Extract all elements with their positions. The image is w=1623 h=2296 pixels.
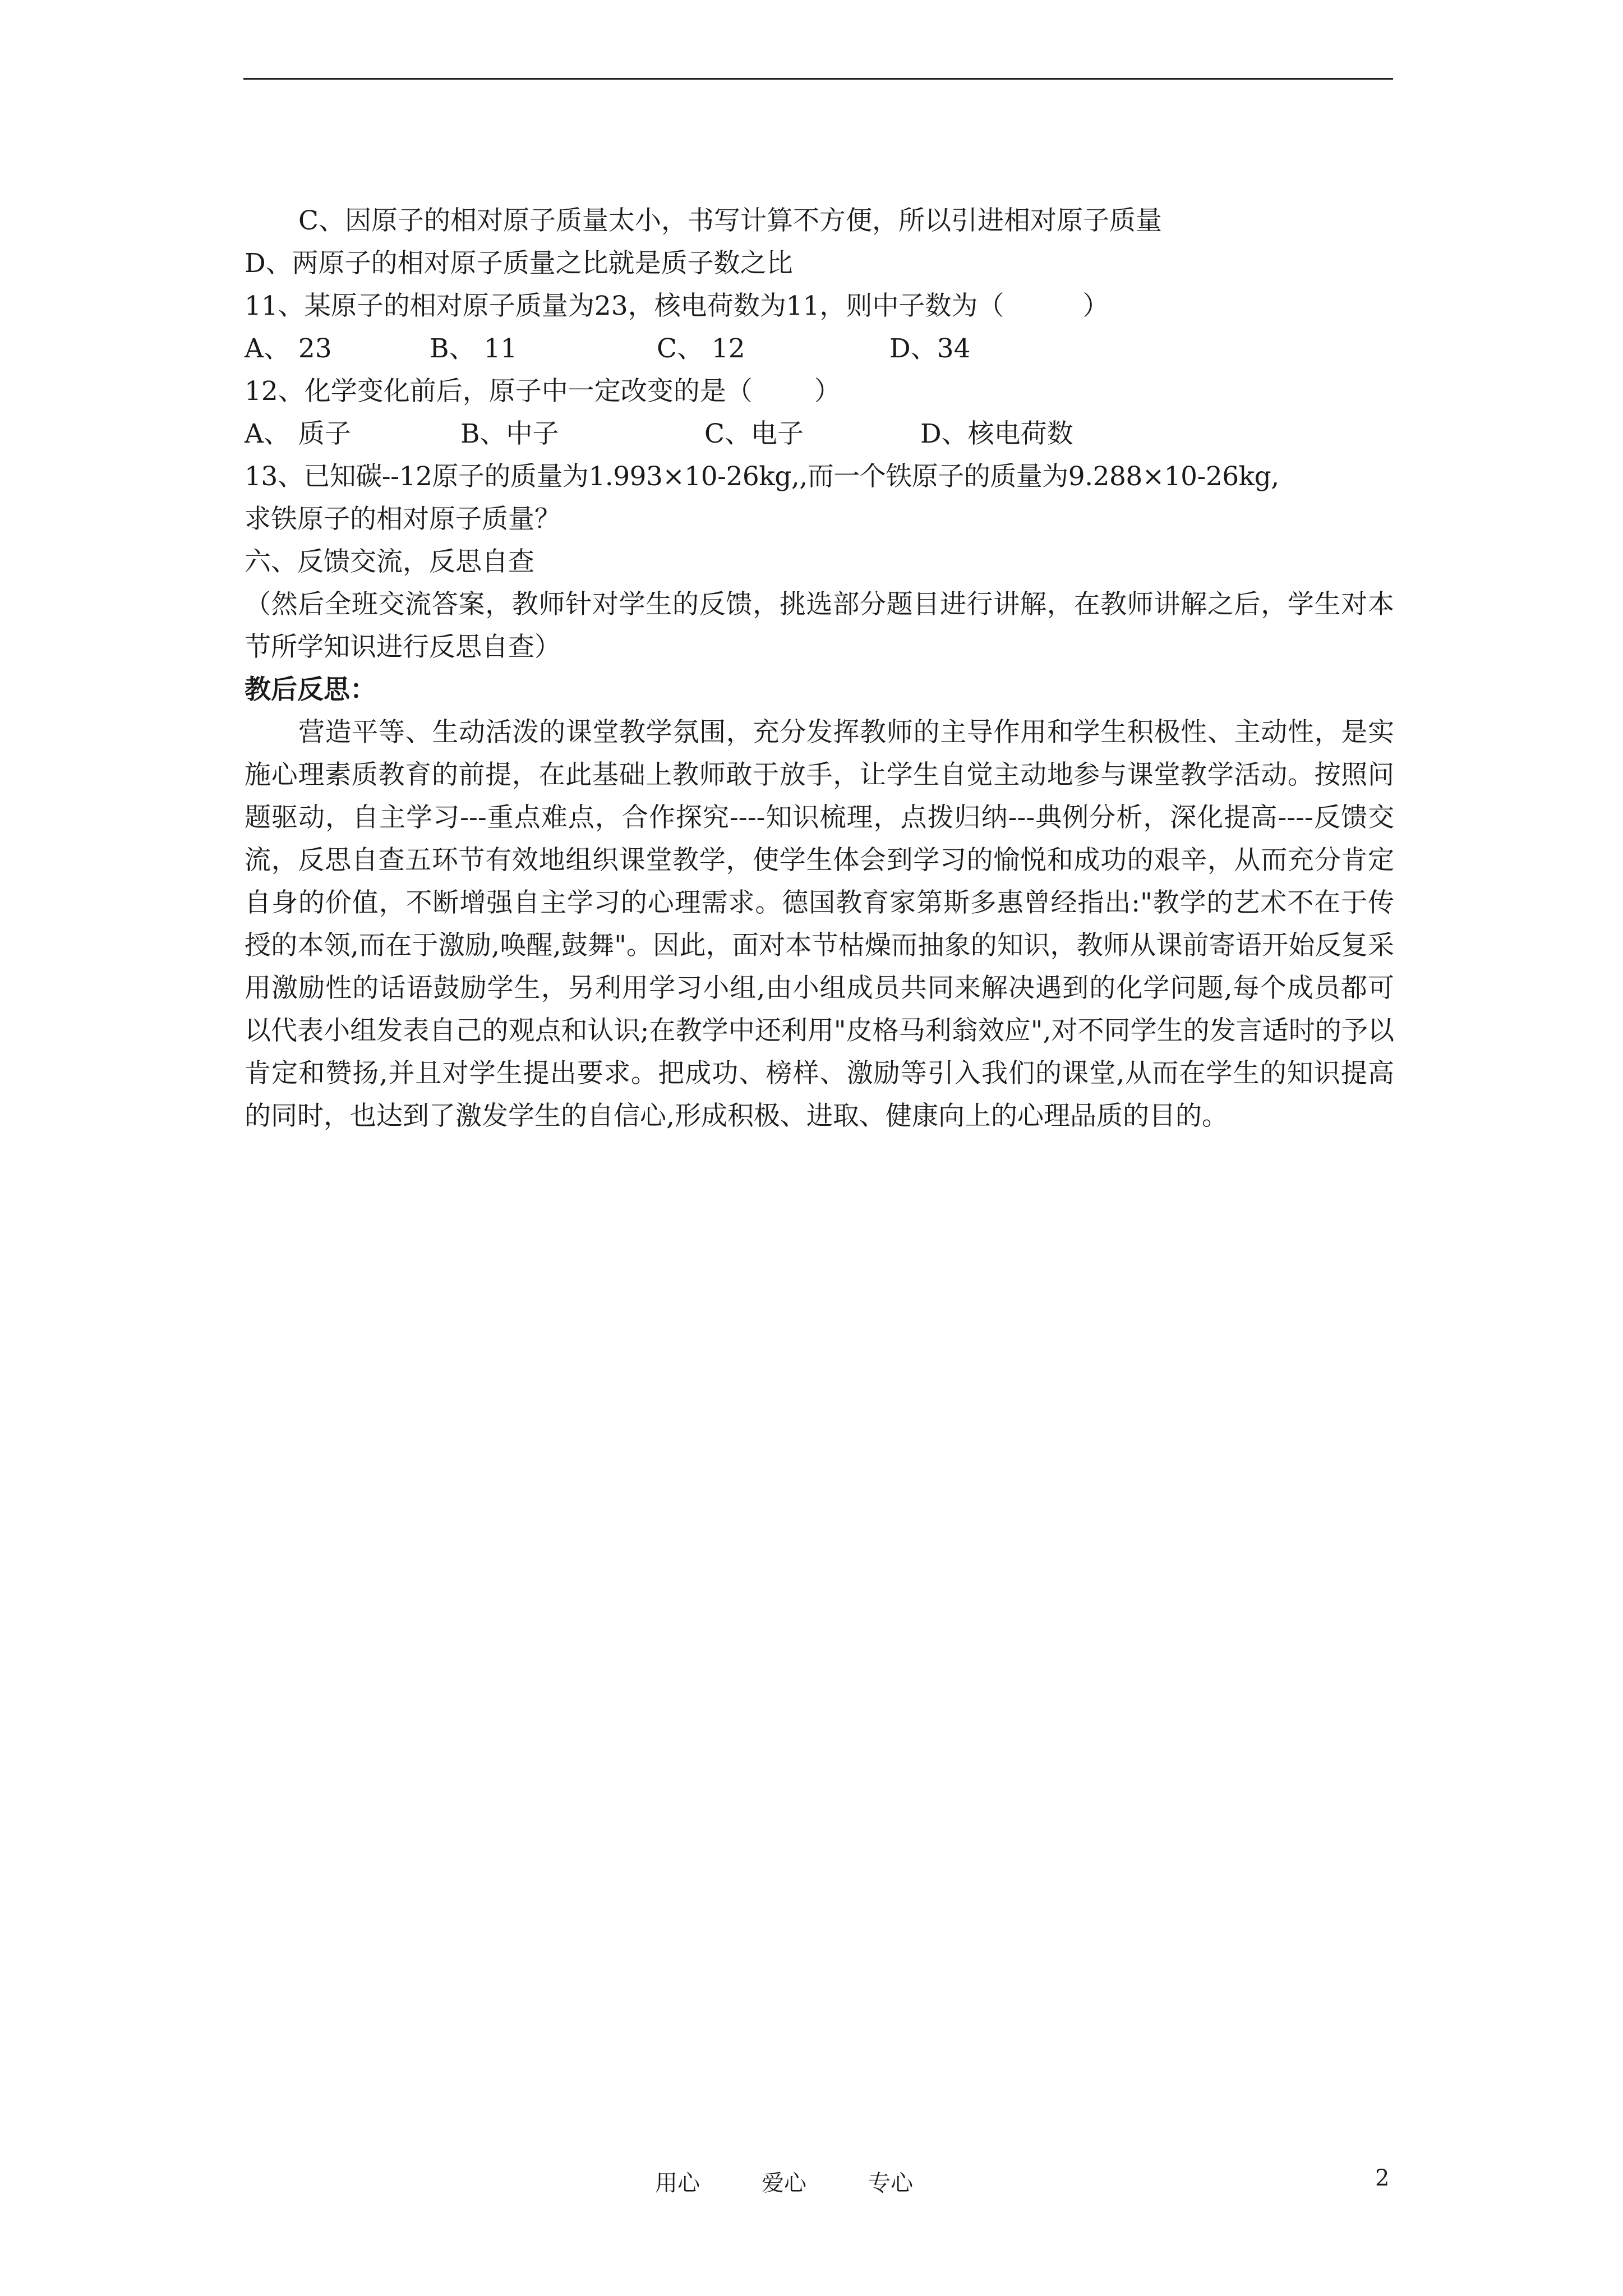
q12-option-a: A、 质子 (245, 418, 351, 449)
q11-option-b: B、 11 (430, 333, 518, 364)
question-12-text: 12、化学变化前后，原子中一定改变的是（ (245, 376, 753, 407)
q11-option-c: C、 12 (657, 333, 745, 364)
question-11-text: 11、某原子的相对原子质量为23，核电荷数为11，则中子数为（ (245, 291, 1004, 321)
q12-option-d: D、核电荷数 (920, 418, 1073, 449)
question-13-line-1: 13、已知碳--12原子的质量为1.993×10-26kg,,而一个铁原子的质量为9.288×10-26kg, (245, 461, 1279, 492)
q11-option-d: D、34 (889, 333, 971, 364)
option-d-line: D、两原子的相对原子质量之比就是质子数之比 (245, 248, 793, 279)
question-13-line-2: 求铁原子的相对原子质量？ (245, 504, 561, 535)
footer-motto-3: 专心 (868, 2170, 913, 2196)
footer-motto-2: 爱心 (762, 2170, 806, 2196)
q11-option-a: A、 23 (245, 333, 332, 364)
page-number: 2 (1375, 2165, 1390, 2191)
section-6-note: （然后全班交流答案，教师针对学生的反馈，挑选部分题目进行讲解，在教师讲解之后，学生对本节所学知识进行反思自查） (245, 589, 1394, 662)
footer-motto (655, 2165, 975, 2197)
footer-motto-1: 用心 (655, 2170, 700, 2196)
reflection-paragraph: 营造平等、生动活泼的课堂教学氛围，充分发挥教师的主导作用和学生积极性、主动性，是实施心理素质教育的前提，在此基础上教师敢于放手，让学生自觉主动地参与课堂教学活动。按照问题驱动，自主学习---重点难点，合作探究----知识梳理，点拨归纳---典例分析，深化提高----反馈交流，反思自查五环节有效地组织课堂教学，使学生体会到学习的愉悦和成功的艰辛，从而充分肯定自身的价值，不断增强自主学习的心理需求。德国教育家第斯多惠曾经指出:"教学的艺术不在于传授的本领,而在于激励,唤醒,鼓舞"。因此，面对本节枯燥而抽象的知识，教师从课前寄语开始反复采用激励性的话语鼓励学生，另利用学习小组,由小组成员共同来解决遇到的化学问题,每个成员都可以代表小组发表自己的观点和认识;在教学中还利用"皮格马利翁效应",对不同学生的发言适时的予以肯定和赞扬,并且对学生提出要求。把成功、榜样、激励等引入我们的课堂,从而在学生的知识提高的同时，也达到了激发学生的自信心,形成积极、进取、健康向上的心理品质的目的。 (245, 717, 1394, 1131)
q12-option-c: C、电子 (704, 418, 804, 449)
section-6-heading: 六、反馈交流，反思自查 (245, 546, 534, 577)
question-12-close: ） (814, 376, 841, 407)
question-11 (245, 285, 1394, 328)
document-body (245, 200, 1394, 1138)
question-11-options (245, 328, 1394, 370)
question-11-close: ） (1082, 291, 1109, 321)
question-12-options (245, 413, 1394, 455)
option-c-line: C、因原子的相对原子质量太小，书写计算不方便，所以引进相对原子质量 (298, 205, 1162, 236)
question-12 (245, 370, 1394, 413)
reflection-title: 教后反思： (245, 674, 376, 705)
q12-option-b: B、中子 (460, 418, 559, 449)
header-rule (243, 78, 1393, 80)
